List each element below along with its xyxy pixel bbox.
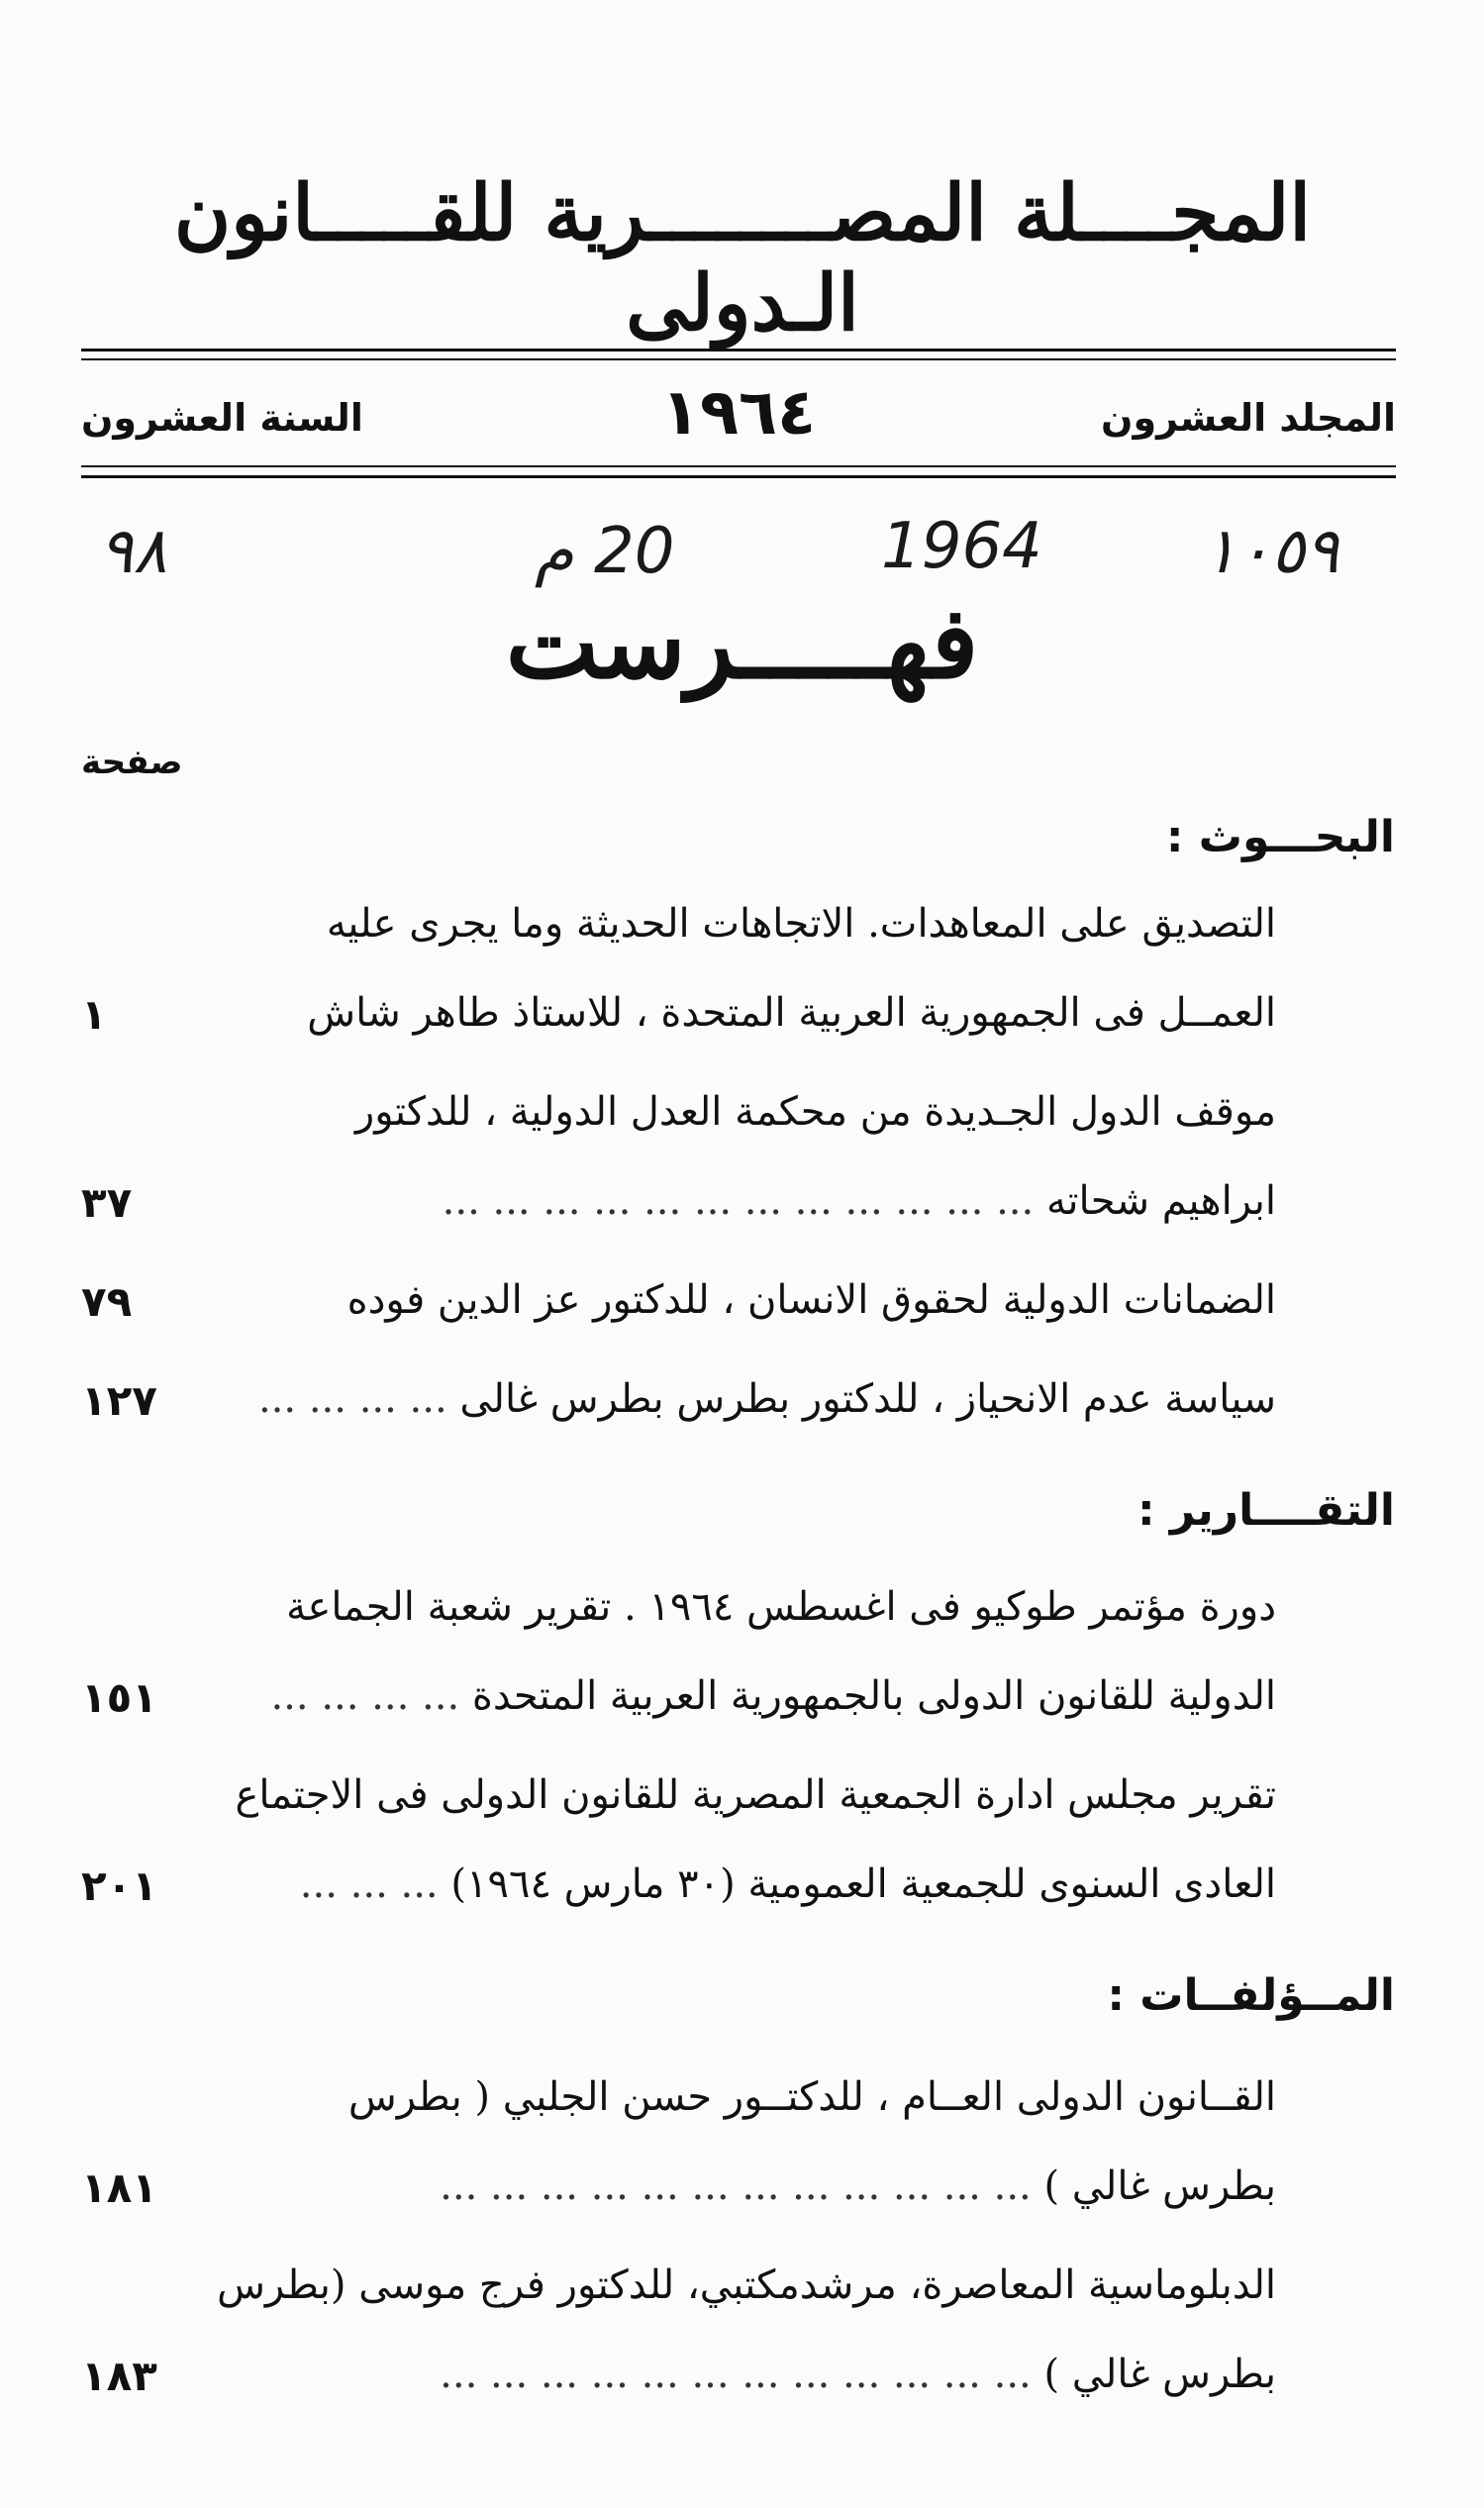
toc-entry-6-line-2	[208, 1861, 1276, 1907]
toc-entry-8-dots: ... ... ... ... ... ... ... ... ... ... ... ...	[440, 2352, 1032, 2397]
toc-entry-6-line-1: تقرير مجلس ادارة الجمعية المصرية للقانون الدولى فى الاجتماع	[235, 1772, 1276, 1818]
toc-entry-7-line-2	[208, 2163, 1276, 2209]
toc-entry-7-page: ١٨١	[81, 2163, 157, 2212]
toc-entry-1-line-1: التصديق على المعاهدات. الاتجاهات الحديثة وما يجرى عليه	[326, 901, 1276, 947]
toc-entry-2-dots: ... ... ... ... ... ... ... ... ... ... ... ...	[442, 1178, 1035, 1224]
toc-entry-7-line-2-text: بطرس غالي )	[1043, 2163, 1276, 2209]
year: ١٩٦٤	[660, 376, 817, 450]
toc-entry-4-line-1	[208, 1376, 1276, 1422]
index-title: فهـــــرست	[505, 584, 979, 701]
toc-entry-5-dots: ... ... ... ...	[270, 1673, 460, 1719]
toc-entry-1-page: ١	[81, 990, 107, 1039]
toc-entry-1-line-2: العمــل فى الجمهورية العربية المتحدة ، للاستاذ طاهر شاش	[307, 990, 1276, 1036]
handwritten-note-a: ٩٨	[99, 515, 167, 588]
toc-entry-5-page: ١٥١	[81, 1673, 157, 1722]
toc-entry-3-page: ٧٩	[81, 1277, 133, 1326]
header-rule-bottom-thin	[81, 465, 1396, 467]
toc-entry-8-line-1: الدبلوماسية المعاصرة، مرشدمكتبي، للدكتور فرج موسى (بطرس	[217, 2262, 1276, 2308]
toc-entry-4-dots: ... ... ... ...	[257, 1376, 447, 1422]
handwritten-note-b: 20 م	[535, 515, 675, 588]
toc-entry-4-page: ١٢٧	[81, 1376, 157, 1425]
journal-title: المجــــلة المصــــــــرية للقـــــانون الـدولى	[173, 168, 1312, 349]
page-column-label: صفحة	[81, 743, 183, 782]
toc-entry-8-line-2-text: بطرس غالي )	[1043, 2352, 1276, 2397]
handwritten-note-d: ١٠٥٩	[1203, 515, 1339, 588]
toc-entry-6-line-2-text: العادى السنوى للجمعية العمومية (٣٠ مارس ١٩٦٤)	[450, 1861, 1276, 1907]
toc-entry-6-dots: ... ... ...	[299, 1861, 439, 1907]
toc-entry-2-line-1: موقف الدول الجـديدة من محكمة العدل الدولية ، للدكتور	[354, 1089, 1276, 1135]
header-rule-top-thin	[81, 358, 1396, 360]
toc-entry-5-line-1: دورة مؤتمر طوكيو فى اغسطس ١٩٦٤ . تقرير شعبة الجماعة	[286, 1584, 1276, 1630]
header-rule-top	[81, 349, 1396, 351]
toc-entry-7-dots: ... ... ... ... ... ... ... ... ... ... ... ...	[440, 2163, 1032, 2209]
toc-entry-7-line-1: القــانون الدولى العــام ، للدكتــور حسن الجلبي ( بطرس	[347, 2074, 1276, 2120]
section-heading-research: البحـــوث :	[1165, 812, 1395, 862]
year-label: السنة العشرون	[81, 396, 363, 440]
toc-entry-5-line-2	[208, 1673, 1276, 1719]
toc-entry-3-line-1: الضمانات الدولية لحقوق الانسان ، للدكتور عز الدين فوده	[346, 1277, 1276, 1323]
toc-entry-4-text: سياسة عدم الانحياز ، للدكتور بطرس بطرس غالى	[459, 1376, 1276, 1422]
section-heading-reports: التقــــارير :	[1137, 1485, 1395, 1536]
toc-entry-2-page: ٣٧	[81, 1178, 133, 1227]
header-rule-bottom	[81, 475, 1396, 478]
toc-entry-8-line-2	[208, 2352, 1276, 2397]
toc-entry-2-line-2-text: ابراهيم شحاته	[1045, 1178, 1276, 1224]
header-row	[81, 376, 1396, 450]
section-heading-books: المــؤلفــات :	[1107, 1970, 1395, 2021]
handwritten-note-c: 1964	[881, 510, 1042, 583]
toc-entry-5-line-2-text: الدولية للقانون الدولى بالجمهورية العربية المتحدة	[471, 1673, 1276, 1719]
volume-label: المجلد العشرون	[1101, 396, 1396, 440]
toc-entry-6-page: ٢٠١	[81, 1861, 157, 1910]
toc-entry-8-page: ١٨٣	[81, 2352, 157, 2400]
toc-entry-2-line-2	[208, 1178, 1276, 1224]
